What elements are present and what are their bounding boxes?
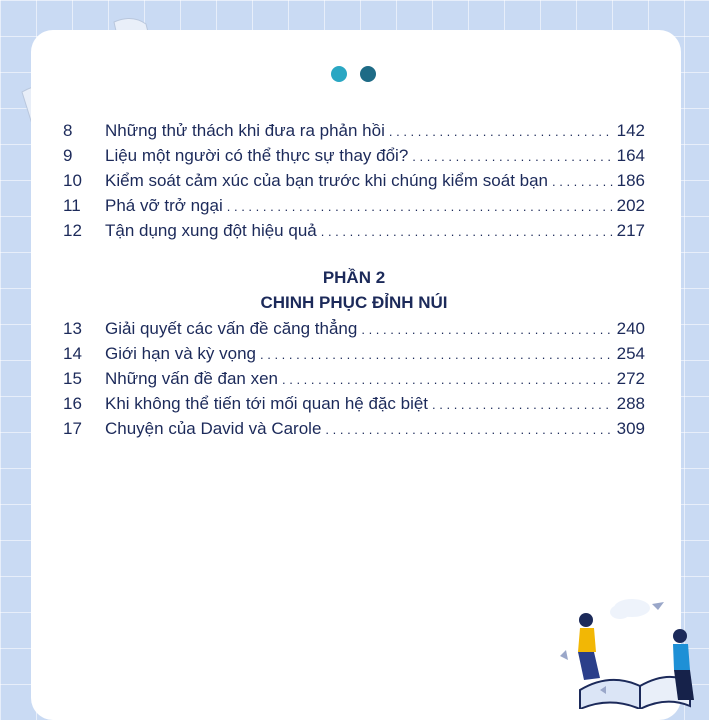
dot-leader [321,219,613,244]
chapter-number: 9 [63,146,73,165]
page-number: 186 [616,171,645,190]
chapter-title: Tận dụng xung đột hiệu quả [105,221,317,240]
toc-row [63,118,645,143]
chapter-title: Giải quyết các vấn đề căng thẳng [105,319,358,338]
toc-row [63,391,645,416]
page-number: 288 [616,394,645,413]
page-number: 164 [616,146,645,165]
toc-row [63,341,645,366]
chapter-title: Kiểm soát cảm xúc của bạn trước khi chúng kiểm soát bạn [105,171,549,190]
section-heading [63,265,645,315]
toc-part1 [63,118,645,243]
page-number: 202 [616,196,645,215]
dot-leader [552,169,613,194]
chapter-number: 8 [63,121,73,140]
dot-leader [260,342,613,367]
dot-leader [227,194,613,219]
chapter-title: Chuyện của David và Carole [105,419,322,438]
dot-leader [282,367,613,392]
chapter-number: 12 [63,221,82,240]
part-title: CHINH PHỤC ĐỈNH NÚI [260,293,448,312]
reading-people-illustration [540,590,709,709]
dot-icon [331,66,347,82]
page-number: 142 [616,121,645,140]
page-number: 272 [616,369,645,388]
toc-row [63,143,645,168]
dot-leader [389,119,613,144]
page-number: 254 [616,344,645,363]
chapter-title: Khi không thể tiến tới mối quan hệ đặc biệt [105,394,429,413]
toc-row [63,168,645,193]
page-number: 240 [616,319,645,338]
chapter-number: 17 [63,419,82,438]
chapter-number: 10 [63,171,82,190]
chapter-number: 16 [63,394,82,413]
chapter-number: 15 [63,369,82,388]
dot-leader [412,144,612,169]
toc-row [63,316,645,341]
chapter-title: Giới hạn và kỳ vọng [105,344,256,363]
dot-icon [360,66,376,82]
toc-row [63,193,645,218]
dot-leader [432,392,613,417]
part-label: PHẦN 2 [322,268,386,287]
toc-row [63,416,645,441]
chapter-title: Liệu một người có thể thực sự thay đổi? [105,146,409,165]
chapter-number: 11 [63,196,81,215]
chapter-title: Phá vỡ trở ngại [105,196,223,215]
chapter-number: 13 [63,319,82,338]
chapter-title: Những vấn đề đan xen [105,369,279,388]
chapter-title: Những thử thách khi đưa ra phản hồi [105,121,385,140]
dot-leader [325,417,612,442]
toc-row [63,218,645,243]
toc-row [63,366,645,391]
dot-leader [361,317,612,342]
page-number: 217 [616,221,645,240]
page-number: 309 [616,419,645,438]
toc-part2 [63,316,645,441]
chapter-number: 14 [63,344,82,363]
